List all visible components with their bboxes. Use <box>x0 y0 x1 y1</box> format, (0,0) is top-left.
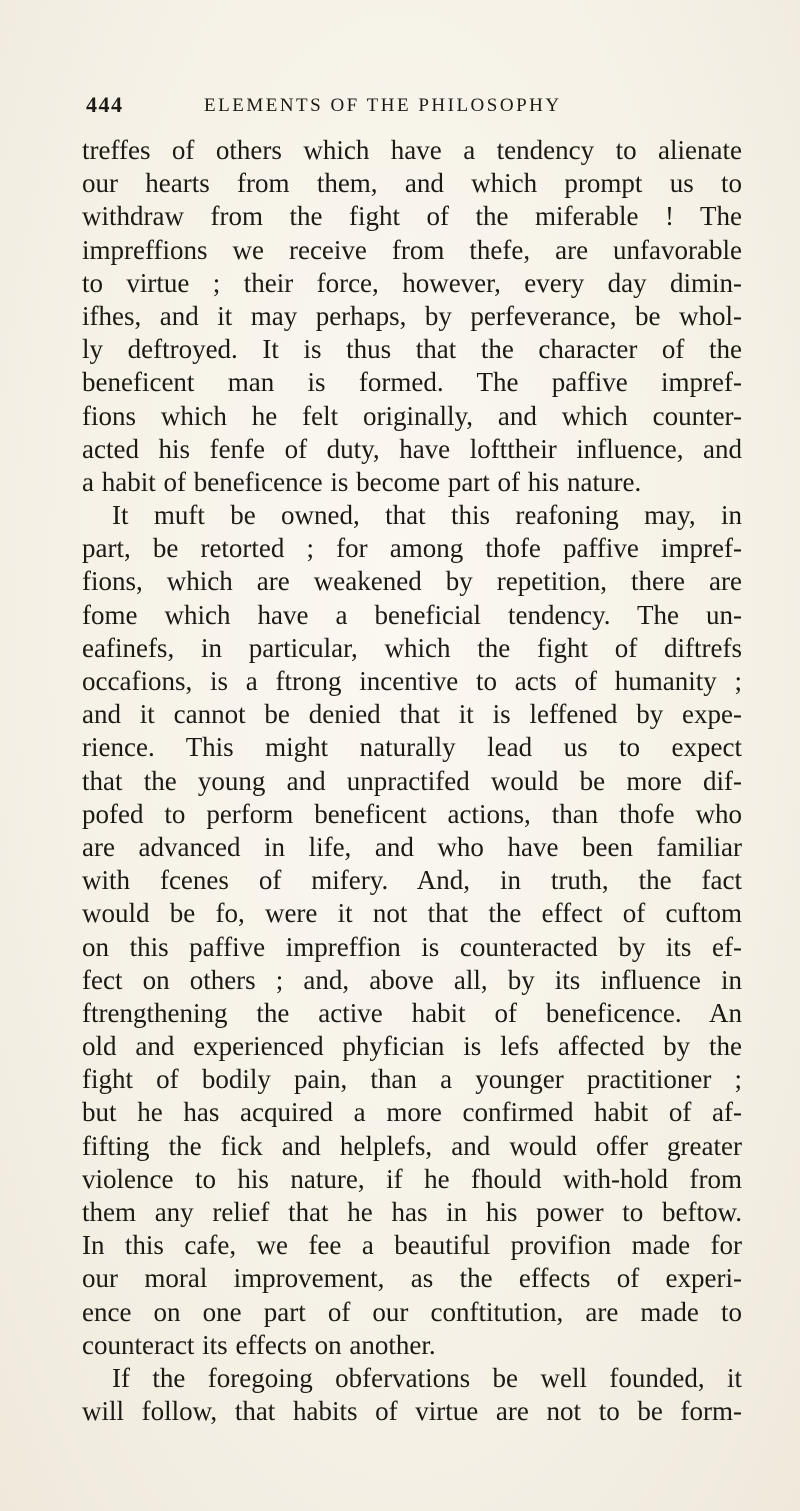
text-line: rience. This might naturally lead us to expect <box>82 732 742 763</box>
text-line: are advanced in life, and who have been familiar <box>82 831 742 862</box>
text-line: impreffions we receive from thefe, are unfavorable <box>82 234 742 265</box>
page-number: 444 <box>86 92 124 117</box>
text-line: treffes of others which have a tendency to alienate <box>82 135 742 165</box>
text-line: fight of bodily pain, than a younger practitioner ; <box>82 1064 742 1095</box>
text-line: violence to his nature, if he fhould with-hold from <box>82 1163 742 1194</box>
text-line: fions, which are weakened by repetition, there are <box>82 566 742 597</box>
text-line: In this cafe, we fee a beautiful provifion made for <box>82 1230 742 1261</box>
text-line: our hearts from them, and which prompt us to <box>82 168 742 199</box>
text-line: part, be retorted ; for among thofe paffive impref- <box>82 533 742 564</box>
text-line: old and experienced phyfician is lefs affected by the <box>82 1031 742 1062</box>
text-line: ifhes, and it may perhaps, by perfeverance, be whol- <box>82 300 742 331</box>
text-line: that the young and unpractifed would be more dif- <box>82 765 742 796</box>
text-line: fifting the fick and helplefs, and would offer greater <box>82 1130 742 1161</box>
text-line: occafions, is a ftrong incentive to acts of humanity ; <box>82 666 742 696</box>
text-line: acted his fenfe of duty, have lofttheir influence, and <box>82 433 742 464</box>
text-line: ly deftroyed. It is thus that the character of the <box>82 334 742 365</box>
text-line: would be fo, were it not that the effect of cuftom <box>82 898 742 929</box>
text-line: and it cannot be denied that it is leffened by expe- <box>82 699 742 730</box>
text-line: a habit of beneficence is become part of his nature. <box>82 466 642 497</box>
body-text <box>82 134 742 1428</box>
running-title: ELEMENTS OF THE PHILOSOPHY <box>204 95 562 116</box>
text-line: beneficent man is formed. The paffive impref- <box>82 367 742 398</box>
paragraph-start-line: It muft be owned, that this reafoning may, in <box>112 500 742 531</box>
text-line: on this paffive impreffion is counteracted by its ef- <box>82 931 742 962</box>
text-line: eafinefs, in particular, which the fight of diftrefs <box>82 632 742 663</box>
text-line: withdraw from the fight of the miferable ! The <box>82 201 742 232</box>
text-line: pofed to perform beneficent actions, than thofe who <box>82 798 742 829</box>
text-line: will follow, that habits of virtue are not to be form- <box>82 1396 742 1427</box>
text-line: fions which he felt originally, and which counter- <box>82 400 742 431</box>
running-head <box>86 92 726 124</box>
text-line: fome which have a beneficial tendency. The un- <box>82 599 742 630</box>
text-line: fect on others ; and, above all, by its influence in <box>82 964 742 995</box>
text-line: our moral improvement, as the effects of experi- <box>82 1263 742 1294</box>
text-line: ftrengthening the active habit of beneficence. An <box>82 997 742 1028</box>
text-line: but he has acquired a more confirmed habit of af- <box>82 1097 742 1128</box>
text-line: counteract its effects on another. <box>82 1329 436 1360</box>
text-line: with fcenes of mifery. And, in truth, the fact <box>82 865 742 896</box>
text-line: ence on one part of our conftitution, are made to <box>82 1296 742 1327</box>
text-line: to virtue ; their force, however, every day dimin- <box>82 267 742 298</box>
paragraph-start-line: If the foregoing obfervations be well founded, it <box>112 1362 742 1393</box>
text-line: them any relief that he has in his power to beftow. <box>82 1197 742 1227</box>
